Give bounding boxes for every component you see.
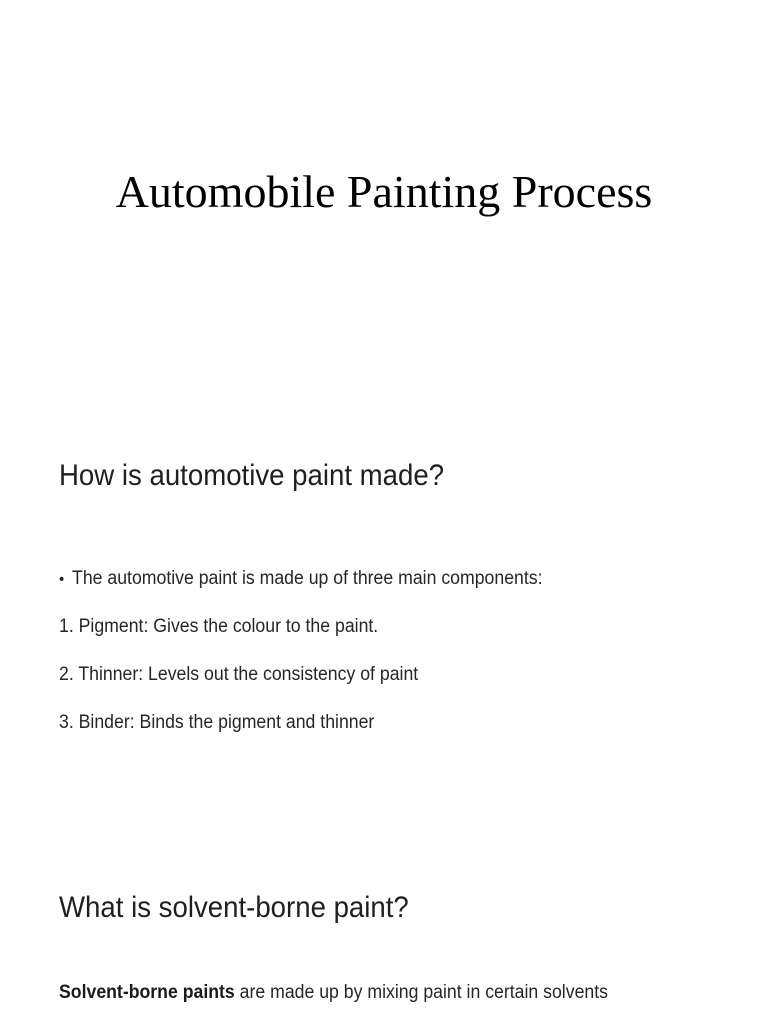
section-heading-solvent-borne: What is solvent-borne paint?	[59, 891, 409, 924]
list-item: 1. Pigment: Gives the colour to the paint.	[59, 616, 379, 637]
paragraph-text: are made up by mixing paint in certain solvents	[234, 982, 608, 1003]
section-heading-paint-made: How is automotive paint made?	[59, 459, 445, 492]
components-list	[59, 565, 579, 757]
list-item: 3. Binder: Binds the pigment and thinner	[59, 712, 375, 733]
page-title: Automobile Painting Process	[115, 166, 653, 217]
bullet-icon: •	[59, 571, 65, 588]
solvent-borne-paragraph	[59, 978, 608, 1008]
list-item: 2. Thinner: Levels out the consistency of paint	[59, 664, 419, 685]
intro-text: The automotive paint is made up of three main components:	[72, 568, 543, 589]
list-item-intro	[59, 565, 543, 613]
bold-term: Solvent-borne paints	[59, 982, 235, 1003]
